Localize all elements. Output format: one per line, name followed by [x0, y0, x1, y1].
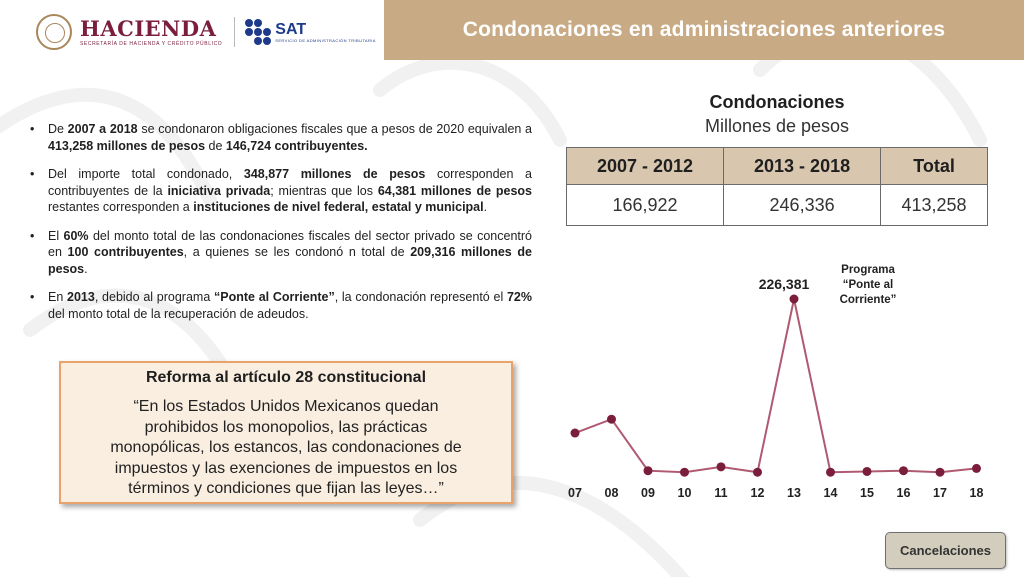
- bullet-text-run: restantes corresponden a: [48, 200, 194, 214]
- bullet-item: [24, 228, 532, 278]
- bullet-text-run: Del importe total condonado,: [48, 167, 244, 181]
- bullet-dot-icon: •: [30, 167, 35, 181]
- logo-divider: [234, 17, 235, 47]
- x-tick-label: 15: [860, 486, 874, 500]
- data-point: [753, 468, 762, 477]
- x-tick-label: 18: [969, 486, 984, 500]
- sat-logo: [275, 21, 376, 43]
- sat-subtitle: SERVICIO DE ADMINISTRACIÓN TRIBUTARIA: [275, 38, 376, 43]
- table-subtitle: Millones de pesos: [704, 116, 850, 136]
- program-annotation: Corriente”: [839, 294, 897, 306]
- table-cell: 246,336: [724, 185, 881, 226]
- peak-data-label: 226,381: [758, 276, 810, 292]
- program-annotation: “Ponte al: [842, 279, 894, 291]
- table-header-cell: 2013 - 2018: [724, 148, 881, 185]
- bullet-text-run: .: [84, 261, 88, 276]
- sat-title: SAT: [275, 21, 307, 38]
- slide-title-bar: [384, 0, 1024, 60]
- data-point: [607, 415, 616, 424]
- bullet-dot-icon: •: [30, 122, 35, 136]
- bullet-text-bold: 2007 a 2018: [67, 122, 138, 136]
- bullet-dot-icon: •: [30, 290, 35, 304]
- table-cell: 166,922: [567, 185, 724, 226]
- data-point: [571, 429, 580, 438]
- bullet-text-run: De: [48, 122, 68, 136]
- bullet-text-run: , a quienes se les condonó n total de: [183, 245, 411, 259]
- bullet-text-bold: 413,258 millones de pesos: [48, 138, 206, 153]
- bullet-text-bold: iniciativa privada: [167, 183, 271, 198]
- bullet-text-run: El: [48, 228, 64, 243]
- x-tick-label: 09: [641, 486, 655, 500]
- data-point: [936, 468, 945, 477]
- bullet-text-run: , la condonación representó el: [334, 290, 507, 304]
- hacienda-title: HACIENDA: [80, 15, 217, 41]
- bullet-text: [48, 166, 532, 216]
- bullet-text-run: ; mientras que los: [270, 183, 378, 198]
- table-cell: 413,258: [881, 185, 988, 226]
- bullet-list: [24, 121, 532, 334]
- bullet-text-bold: 146,724 contribuyentes.: [225, 138, 368, 153]
- table-header-cell: Total: [881, 148, 988, 185]
- program-annotation: Programa: [841, 264, 895, 276]
- table-row: [567, 185, 988, 226]
- x-tick-label: 17: [933, 486, 947, 500]
- quote-line: monopólicas, los estancos, las condonaciones de: [110, 439, 462, 456]
- data-point: [826, 468, 835, 477]
- bullet-text-bold: 209,316 millones de pesos: [48, 245, 532, 276]
- data-point: [899, 466, 908, 475]
- bullet-item: [24, 289, 532, 322]
- national-seal-icon: [36, 14, 72, 50]
- bullet-text-bold: instituciones de nivel federal, estatal y municipal: [193, 200, 484, 214]
- bullet-text-bold: “Ponte al Corriente”: [214, 290, 335, 304]
- quote-body: [61, 397, 511, 500]
- bullet-text-run: corresponden a contribuyentes de la: [48, 167, 532, 198]
- data-point: [972, 464, 981, 473]
- bullet-item: [24, 121, 532, 154]
- data-point: [717, 462, 726, 471]
- table-header-row: [567, 148, 988, 185]
- data-point: [680, 468, 689, 477]
- x-tick-label: 14: [823, 486, 838, 500]
- x-tick-label: 11: [714, 486, 728, 500]
- bullet-text-bold: 64,381 millones de pesos: [377, 183, 532, 198]
- bullet-text-run: se condonaron obligaciones fiscales que a pesos de 2020 equivalen a: [137, 122, 532, 136]
- series-line: [575, 299, 977, 472]
- slide-title: Condonaciones en administraciones anteriores: [462, 18, 946, 41]
- bullet-text-run: de: [205, 138, 226, 153]
- hacienda-subtitle: SECRETARÍA DE HACIENDA Y CRÉDITO PÚBLICO: [80, 40, 223, 47]
- x-tick-label: 13: [787, 486, 801, 500]
- bullet-text: [48, 289, 532, 322]
- condonations-line-chart: [550, 255, 1000, 505]
- quote-line: “En los Estados Unidos Mexicanos quedan: [133, 398, 439, 415]
- bullet-text: [48, 228, 532, 278]
- bullet-text-bold: 100 contribuyentes: [67, 245, 184, 259]
- header: [0, 0, 1024, 60]
- bullet-text-run: En: [48, 290, 68, 304]
- data-point: [790, 295, 799, 304]
- x-tick-label: 12: [750, 486, 765, 500]
- constitutional-reform-quote: [59, 361, 513, 504]
- quote-heading: Reforma al artículo 28 constitucional: [145, 369, 427, 386]
- x-tick-label: 10: [677, 486, 692, 500]
- bullet-dot-icon: •: [30, 228, 35, 243]
- bullet-text-run: del monto total de la recuperación de adeudos.: [48, 306, 309, 321]
- x-tick-label: 07: [568, 486, 582, 500]
- data-point: [863, 467, 872, 476]
- quote-line: impuestos y las exenciones de impuestos en los: [114, 459, 458, 477]
- bullet-text-bold: 72%: [506, 290, 532, 304]
- bullet-text-run: del monto total de las condonaciones fiscales del sector privado se concentró en: [48, 228, 532, 259]
- bullet-text: [48, 121, 532, 154]
- quote-line: prohibidos los monopolios, las prácticas: [144, 418, 428, 436]
- bullet-text-run: .: [483, 200, 488, 214]
- logo-block: [36, 12, 376, 52]
- bullet-text-run: , debido al programa: [94, 290, 215, 304]
- table-header-cell: 2007 - 2012: [567, 148, 724, 185]
- x-tick-label: 08: [604, 486, 619, 500]
- table-title: Condonaciones: [709, 92, 845, 112]
- bullet-text-bold: 348,877 millones de pesos: [243, 167, 426, 181]
- bullet-item: [24, 166, 532, 216]
- quote-line: términos y condiciones que fijan las leyes…”: [128, 480, 444, 497]
- bullet-text-bold: 2013: [67, 290, 95, 304]
- bullet-text-bold: 60%: [63, 228, 89, 243]
- data-point: [644, 466, 653, 475]
- condonations-table: [566, 147, 988, 226]
- hacienda-logo: [80, 15, 223, 47]
- sat-logo-icon: [245, 19, 271, 45]
- x-tick-label: 16: [896, 486, 911, 500]
- cancelaciones-button[interactable]: Cancelaciones: [885, 532, 1006, 569]
